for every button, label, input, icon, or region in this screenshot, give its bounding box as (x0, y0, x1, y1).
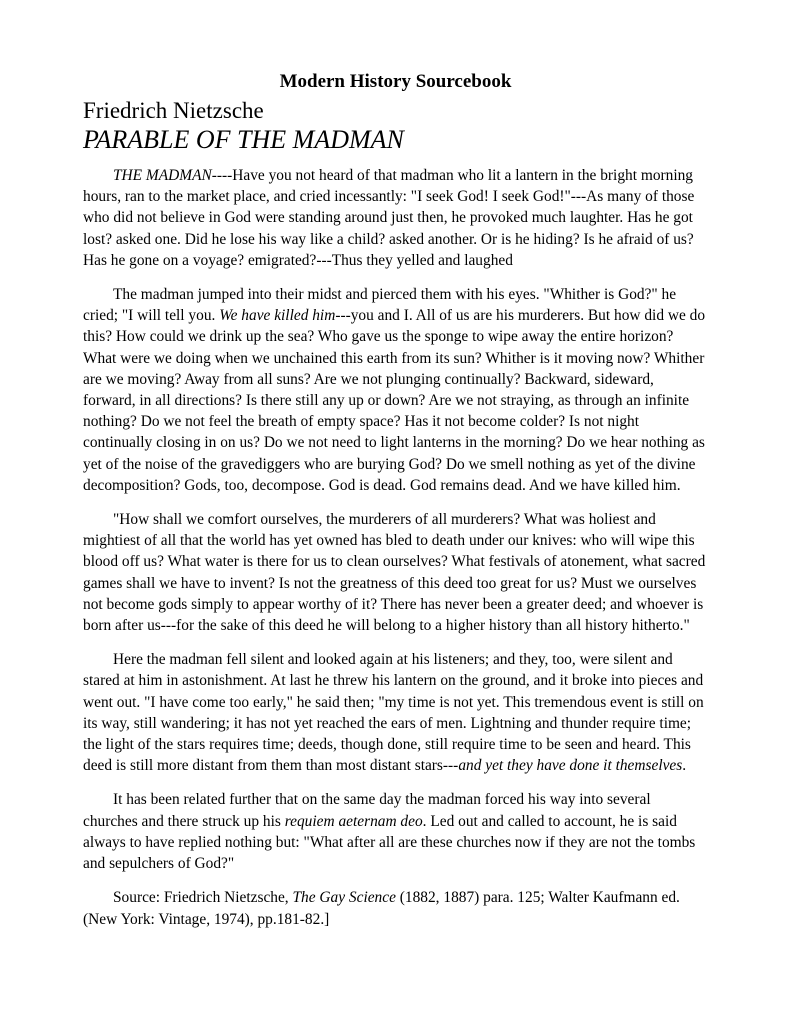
source-book-title: The Gay Science (292, 889, 396, 907)
paragraph-2-italic: We have killed him (219, 307, 336, 325)
paragraph-3-text: "How shall we comfort ourselves, the murderers of all murderers? What was holiest and mightiest of all that the world has yet owned has bled to death under our knives: who will wipe this blood off us? What water is there for us to clean ourselves? What festivals of atonement, what sacred games shall we have to invent? Is not the greatness of this deed too great for us? Must we ourselves not become gods simply to appear worthy of it? There has never been a greater deed; and whoever is born after us---for the sake of this deed he will belong to a higher history than all history hitherto." (83, 511, 706, 635)
document-title: PARABLE OF THE MADMAN (83, 125, 404, 154)
paragraph-3 (83, 509, 708, 636)
source-text-b: (1882, 1887) para. 125; Walter Kaufmann ed. (New York: Vintage, 1974), pp.181-82.] (83, 889, 680, 928)
paragraph-4 (83, 649, 708, 776)
paragraph-4-text-b: . (682, 757, 687, 775)
paragraph-4-text-a: Here the madman fell silent and looked again at his listeners; and they, too, were silent and stared at him in astonishment. At last he threw his lantern on the ground, and it broke into pieces and went out. "I have come too early," he said then; "my time is not yet. This tremendous event is still on its way, still wandering; it has not yet reached the ears of men. Lightning and thunder require time; the light of the stars requires time; deeds, though done, still require time to be seen and heard. This deed is still more distant from them than most distant stars--- (83, 651, 704, 775)
paragraph-5-italic: requiem aeternam deo (284, 812, 423, 830)
paragraph-2-text-b: ---you and I. All of us are his murderers. But how did we do this? How could we drink up the sea? Who gave us the sponge to wipe away the entire horizon? What were we doing when we unchained this earth from its sun? Whither is it moving now? Whither are we moving? Away from all suns? Are we not plunging continually? Backward, sideward, forward, in all directions? Is there still any up or down? Are we not straying, as through an infinite nothing? Do we not feel the breath of empty space? Has it not become colder? Is not night continually closing in on us? Do we not need to light lanterns in the morning? Do we hear nothing as yet of the noise of the gravediggers who are burying God? Do we smell nothing as yet of the divine decomposition? Gods, too, decompose. God is dead. God remains dead. And we have killed him. (83, 307, 706, 494)
paragraph-1 (83, 165, 708, 271)
author-name: Friedrich Nietzsche (83, 98, 264, 123)
paragraph-5-text-b: . Led out and called to account, he is said always to have replied nothing but: "What after all are these churches now if they are not the tombs and sepulchers of God?" (83, 812, 696, 873)
source-text-a: Source: Friedrich Nietzsche, (113, 889, 293, 907)
paragraph-2-text-a: The madman jumped into their midst and pierced them with his eyes. "Whither is God?" he cried; "I will tell you. (83, 286, 677, 325)
document-page (83, 70, 708, 930)
paragraph-5-text-a: It has been related further that on the same day the madman forced his way into several churches and there struck up his (83, 791, 651, 830)
sourcebook-heading: Modern History Sourcebook (279, 71, 512, 92)
paragraph-1-lead: THE MADMAN (113, 167, 212, 184)
paragraph-5 (83, 789, 708, 874)
paragraph-1-text: ----Have you not heard of that madman who lit a lantern in the bright morning hours, ran to the market place, and cried incessantly: "I seek God! I seek God!"---As many of those who did not believe in God were standing around just then, he provoked much laughter. Has he got lost? asked one. Did he lose his way like a child? asked another. Or is he hiding? Is he afraid of us? Has he gone on a voyage? emigrated?---Thus they yelled and laughed (83, 167, 695, 269)
paragraph-4-italic: and yet they have done it themselves (458, 757, 683, 775)
source-citation (83, 887, 708, 929)
paragraph-2 (83, 284, 708, 496)
